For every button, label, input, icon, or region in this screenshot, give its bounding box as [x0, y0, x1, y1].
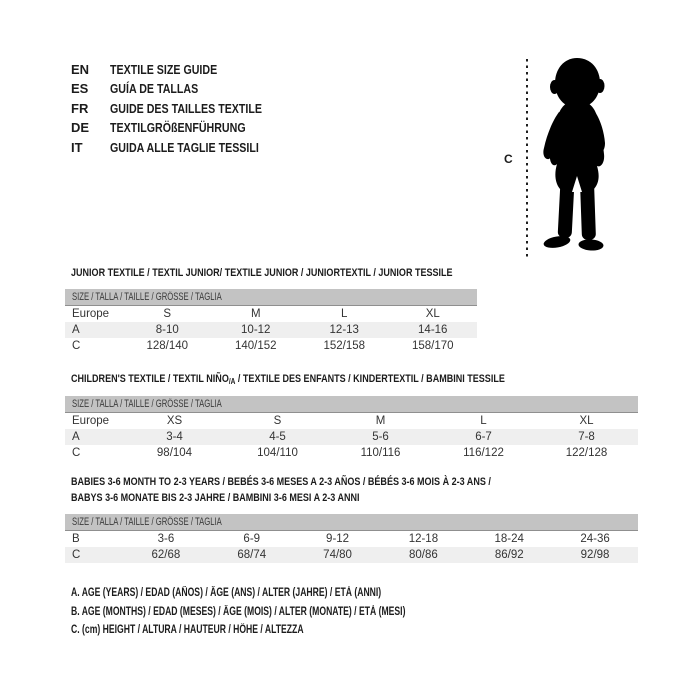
language-label: GUÍA DE TALLAS — [110, 81, 199, 97]
language-label: TEXTILE SIZE GUIDE — [110, 62, 218, 77]
children-size-table — [65, 396, 638, 461]
language-code: ES — [71, 81, 89, 97]
language-row-de — [71, 118, 295, 137]
row-label: C — [72, 447, 81, 459]
language-row-es — [71, 79, 295, 98]
language-code: EN — [71, 62, 90, 77]
language-legend — [71, 60, 295, 157]
junior-size-table — [65, 289, 477, 354]
table-row: A 8-10 10-12 12-13 14-16 — [65, 322, 477, 338]
table-row: C 62/68 68/74 74/80 80/86 86/92 92/98 — [65, 547, 638, 563]
table-row: B 3-6 6-9 9-12 12-18 18-24 24-36 — [65, 531, 638, 547]
language-label: GUIDA ALLE TAGLIE TESSILI — [110, 139, 259, 155]
language-label: GUIDE DES TAILLES TEXTILE — [110, 100, 263, 116]
language-code: DE — [71, 120, 90, 136]
row-label: Europe — [72, 308, 110, 320]
table-row: A 3-4 4-5 5-6 6-7 7-8 — [65, 429, 638, 445]
row-label: B — [72, 533, 80, 545]
babies-size-table — [65, 514, 638, 563]
size-header-bar: SIZE / TALLA / TAILLE / GRÖSSE / TAGLIA — [65, 396, 638, 413]
table-row: C 128/140 140/152 152/158 158/170 — [65, 338, 477, 354]
row-label: C — [72, 549, 81, 561]
language-row-fr — [71, 99, 295, 118]
language-label: TEXTILGRÖßENFÜHRUNG — [110, 120, 246, 136]
height-measure-label: C — [504, 152, 513, 166]
footnotes — [71, 584, 517, 640]
size-header-bar: SIZE / TALLA / TAILLE / GRÖSSE / TAGLIA — [65, 514, 638, 531]
language-code: IT — [71, 139, 83, 155]
junior-table-title: JUNIOR TEXTILE / TEXTIL JUNIOR/ TEXTILE JUNIOR / JUNIORTEXTIL / JUNIOR TESSILE — [71, 267, 453, 279]
row-label: A — [72, 431, 80, 443]
size-header-bar: SIZE / TALLA / TAILLE / GRÖSSE / TAGLIA — [65, 289, 477, 306]
footnote-b: B. AGE (MONTHS) / EDAD (MESES) / ÂGE (MOIS) / ALTER (MONATE) / ETÀ (MESI) — [71, 605, 406, 618]
footnote-a: A. AGE (YEARS) / EDAD (AÑOS) / ÂGE (ANS) / ALTER (JAHRE) / ETÀ (ANNI) — [71, 587, 382, 599]
height-measure-line — [526, 59, 528, 258]
language-row-it — [71, 138, 295, 157]
table-row: Europe XS S M L XL — [65, 413, 638, 429]
language-code: FR — [71, 100, 89, 116]
row-label: C — [72, 340, 81, 352]
babies-table-title: BABIES 3-6 MONTH TO 2-3 YEARS / BEBÉS 3-6 MESES A 2-3 AÑOS / BÉBÉS 3-6 MOIS À 2-3 ANS / BABYS 3-6 MONATE BIS 2-3 JAHRE / BAMBINI 3-6 MESI A 2-3 ANNI — [71, 476, 491, 504]
toddler-silhouette-icon — [531, 56, 623, 258]
row-label: A — [72, 324, 80, 336]
table-row: C 98/104 104/110 110/116 116/122 122/128 — [65, 445, 638, 461]
footnote-c: C. (cm) HEIGHT / ALTURA / HAUTEUR / HÖHE / ALTEZZA — [71, 624, 304, 637]
row-label: Europe — [72, 415, 110, 427]
table-row: Europe S M L XL — [65, 306, 477, 322]
children-table-title: CHILDREN'S TEXTILE / TEXTIL NIÑO/A / TEXTILE DES ENFANTS / KINDERTEXTIL / BAMBINI TESSILE — [71, 373, 505, 386]
language-row-en — [71, 60, 295, 79]
